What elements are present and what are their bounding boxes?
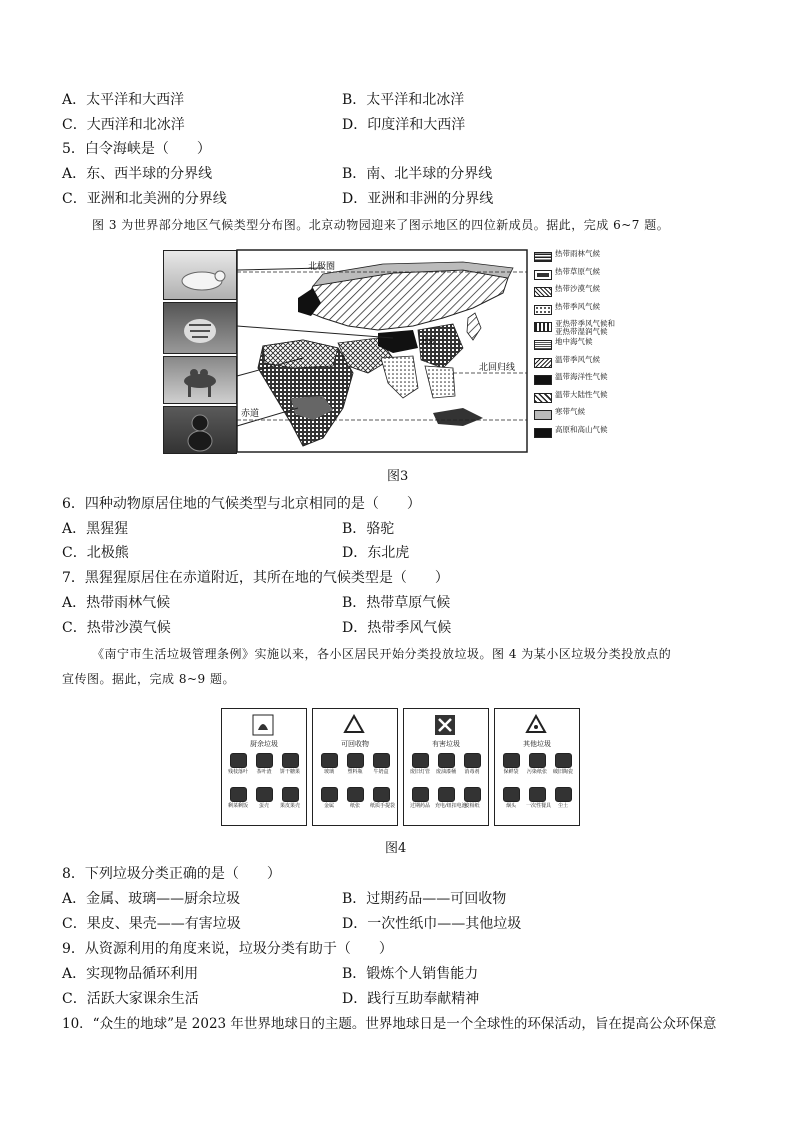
waste-item-icon <box>555 753 572 768</box>
fig4-intro-line2: 宣传图。据此，完成 8~9 题。 <box>62 672 235 686</box>
waste-item <box>370 787 396 809</box>
legend-label: 热带季风气候 <box>555 301 600 311</box>
q4-option-b: B．太平洋和北冰洋 <box>342 92 465 108</box>
waste-item-icon <box>529 753 546 768</box>
waste-item <box>526 753 548 773</box>
fig3-intro: 图 3 为世界部分地区气候类型分布图。北京动物园迎来了图示地区的四位新成员。据此，完成 6~7 题。 <box>92 218 670 232</box>
waste-item <box>318 753 340 773</box>
camel-photo <box>163 356 237 404</box>
legend-label: 温带大陆性气候 <box>555 389 608 399</box>
waste-item-label: 剩菜剩饭 <box>227 803 248 809</box>
other-waste-icon <box>525 714 547 736</box>
waste-bin-title: 可回收物 <box>341 740 369 748</box>
beijing-label: 北京 <box>421 337 435 345</box>
q7-option-b: B．热带草原气候 <box>342 595 451 611</box>
legend-item <box>534 426 615 442</box>
kitchen-waste-icon <box>252 714 274 736</box>
q8-option-d: D．一次性纸巾——其他垃圾 <box>342 916 522 932</box>
waste-item <box>500 753 522 773</box>
q4-option-d: D．印度洋和大西洋 <box>342 117 466 133</box>
legend-swatch <box>534 322 552 332</box>
q5-option-a: A．东、西半球的分界线 <box>62 166 213 182</box>
waste-item <box>344 753 366 773</box>
waste-item-icon <box>503 753 520 768</box>
hazardous-waste-icon <box>434 714 456 736</box>
waste-bin-title: 有害垃圾 <box>432 740 460 748</box>
waste-item <box>409 787 431 807</box>
q4-option-a: A．太平洋和大西洋 <box>62 92 185 108</box>
q8-option-a: A．金属、玻璃——厨余垃圾 <box>62 891 241 907</box>
waste-item-icon <box>464 787 481 802</box>
tiger-photo <box>163 302 237 354</box>
waste-item <box>279 787 301 807</box>
q8-option-b: B．过期药品——可回收物 <box>342 891 507 907</box>
waste-item <box>435 787 467 809</box>
waste-item-icon <box>412 753 429 768</box>
q5-stem: 5．白令海峡是（ ） <box>62 141 211 157</box>
q10-stem: 10．“众生的地球”是 2023 年世界地球日的主题。世界地球日是一个全球性的环保活动，旨在提高公众环保意 <box>62 1016 717 1032</box>
legend-label: 地中海气候 <box>555 336 593 346</box>
legend-item <box>534 320 615 336</box>
q6-option-c: C．北极熊 <box>62 545 129 561</box>
climate-map-figure <box>163 248 615 456</box>
legend-swatch <box>534 252 552 262</box>
waste-item-icon <box>347 787 364 802</box>
waste-item-label: 饼干糖果 <box>279 769 300 775</box>
waste-item-label: 纸质手提袋 <box>370 803 396 809</box>
q7-option-c: C．热带沙漠气候 <box>62 620 171 636</box>
legend-swatch <box>534 393 552 403</box>
waste-bin-title: 厨余垃圾 <box>250 740 278 748</box>
waste-item-label: 纸张 <box>349 803 360 809</box>
waste-item-label: 一次性餐具 <box>526 803 552 809</box>
q5-option-c: C．亚洲和北美洲的分界线 <box>62 191 227 207</box>
legend-swatch <box>534 340 552 350</box>
q9-option-a: A．实现物品循环利用 <box>62 966 199 982</box>
fig4-caption: 图4 <box>385 841 407 856</box>
q5-option-b: B．南、北半球的分界线 <box>342 166 493 182</box>
waste-item-icon <box>438 787 455 802</box>
waste-item-icon <box>347 753 364 768</box>
q8-option-c: C．果皮、果壳——有害垃圾 <box>62 916 241 932</box>
waste-item-icon <box>282 753 299 768</box>
waste-item-icon <box>503 787 520 802</box>
waste-item-label: 果皮果壳 <box>279 803 300 809</box>
waste-item-label: 过期药品 <box>409 803 430 809</box>
waste-item-icon <box>230 787 247 802</box>
waste-item-label: 牛奶盒 <box>373 769 389 775</box>
waste-item-icon <box>438 753 455 768</box>
waste-bin-title: 其他垃圾 <box>523 740 551 748</box>
legend-item <box>534 338 615 354</box>
waste-item-icon <box>529 787 546 802</box>
q6-option-b: B．骆驼 <box>342 521 395 537</box>
legend-item <box>534 250 615 266</box>
tropic-cancer-label: 北回归线 <box>479 363 516 373</box>
q4-option-c: C．大西洋和北冰洋 <box>62 117 185 133</box>
q9-option-d: D．践行互助奉献精神 <box>342 991 480 1007</box>
q7-option-a: A．热带雨林气候 <box>62 595 171 611</box>
waste-item <box>500 787 522 807</box>
legend-item <box>534 373 615 389</box>
waste-item-label: 金属 <box>323 803 334 809</box>
waste-item <box>253 753 275 773</box>
waste-item <box>370 753 392 773</box>
waste-item-label: 废油漆桶 <box>435 769 456 775</box>
waste-item-label: 茶叶渣 <box>256 769 272 775</box>
waste-item <box>279 753 301 773</box>
waste-item <box>435 753 457 773</box>
waste-item-label: 保鲜袋 <box>503 769 519 775</box>
waste-item <box>253 787 275 807</box>
waste-item-label: 充电/纽扣电池 <box>435 803 467 809</box>
waste-item-icon <box>256 787 273 802</box>
q5-option-d: D．亚洲和非洲的分界线 <box>342 191 494 207</box>
waste-item <box>461 787 483 807</box>
waste-item-label: 玻璃 <box>323 769 334 775</box>
legend-swatch <box>534 410 552 420</box>
waste-item <box>318 787 340 807</box>
waste-item-label: 塑料瓶 <box>347 769 363 775</box>
legend-label: 寒带气候 <box>555 407 585 417</box>
fig3-caption: 图3 <box>387 469 409 484</box>
waste-item <box>552 787 574 807</box>
equator-label: 赤道 <box>241 409 260 419</box>
q8-stem: 8．下列垃圾分类正确的是（ ） <box>62 866 281 882</box>
waste-item-label: 废旧灯管 <box>409 769 430 775</box>
legend-item <box>534 303 615 319</box>
arctic-circle-label: 北极圈 <box>308 262 336 272</box>
legend-label: 热带沙漠气候 <box>555 284 600 294</box>
q9-option-c: C．活跃大家课余生活 <box>62 991 199 1007</box>
waste-item-label: 残枝落叶 <box>227 769 248 775</box>
waste-item-icon <box>321 753 338 768</box>
legend-swatch <box>534 428 552 438</box>
chimpanzee-photo <box>163 406 237 454</box>
legend-label: 高原和高山气候 <box>555 424 608 434</box>
waste-item-icon <box>464 753 481 768</box>
legend-label: 温带季风气候 <box>555 354 600 364</box>
waste-item <box>461 753 483 773</box>
q6-stem: 6．四种动物原居住地的气候类型与北京相同的是（ ） <box>62 496 421 512</box>
legend-swatch <box>534 375 552 385</box>
waste-item-icon <box>321 787 338 802</box>
legend-label: 热带雨林气候 <box>555 249 600 258</box>
waste-item <box>227 787 249 807</box>
legend-item <box>534 285 615 301</box>
waste-bin-panel <box>494 708 580 826</box>
waste-item-label: 尘土 <box>557 803 568 809</box>
waste-item <box>526 787 552 809</box>
legend-swatch <box>534 358 552 368</box>
legend-item <box>534 391 615 407</box>
waste-item <box>344 787 366 807</box>
fig4-intro-line1: 《南宁市生活垃圾管理条例》实施以来，各小区居民开始分类投放垃圾。图 4 为某小区垃圾分类投放点的 <box>92 647 672 661</box>
waste-item-label: 消毒剂 <box>464 769 480 775</box>
waste-bin-panel <box>403 708 489 826</box>
legend-item <box>534 356 615 372</box>
waste-item <box>552 753 574 773</box>
climate-legend <box>534 250 615 444</box>
waste-item-label: 蛋壳 <box>258 803 269 809</box>
waste-item-label: 废相纸 <box>464 803 480 809</box>
waste-item-icon <box>282 787 299 802</box>
legend-swatch <box>534 305 552 315</box>
legend-label: 亚热带季风气候和亚热带湿润气候 <box>555 319 615 337</box>
waste-item-icon <box>373 753 390 768</box>
waste-item-icon <box>230 753 247 768</box>
waste-item-label: 污染纸张 <box>526 769 547 775</box>
waste-item-icon <box>555 787 572 802</box>
q9-stem: 9．从资源利用的角度来说，垃圾分类有助于（ ） <box>62 941 393 957</box>
q7-option-d: D．热带季风气候 <box>342 620 452 636</box>
legend-item <box>534 268 615 284</box>
legend-swatch <box>534 270 552 280</box>
polar-bear-photo <box>163 250 237 300</box>
waste-item-label: 烟头 <box>505 803 516 809</box>
waste-item-label: 破旧陶瓷 <box>552 769 573 775</box>
waste-item-icon <box>373 787 390 802</box>
waste-item <box>409 753 431 773</box>
legend-swatch <box>534 287 552 297</box>
q9-option-b: B．锻炼个人销售能力 <box>342 966 479 982</box>
q6-option-d: D．东北虎 <box>342 545 410 561</box>
legend-item <box>534 408 615 424</box>
waste-bin-panel <box>221 708 307 826</box>
recyclable-icon <box>343 714 365 736</box>
q7-stem: 7．黑猩猩原居住在赤道附近，其所在地的气候类型是（ ） <box>62 570 449 586</box>
q6-option-a: A．黑猩猩 <box>62 521 129 537</box>
legend-label: 温带海洋性气候 <box>555 372 608 382</box>
waste-bin-panel <box>312 708 398 826</box>
legend-label: 热带草原气候 <box>555 266 600 276</box>
waste-item <box>227 753 249 773</box>
waste-item-icon <box>412 787 429 802</box>
waste-item-icon <box>256 753 273 768</box>
